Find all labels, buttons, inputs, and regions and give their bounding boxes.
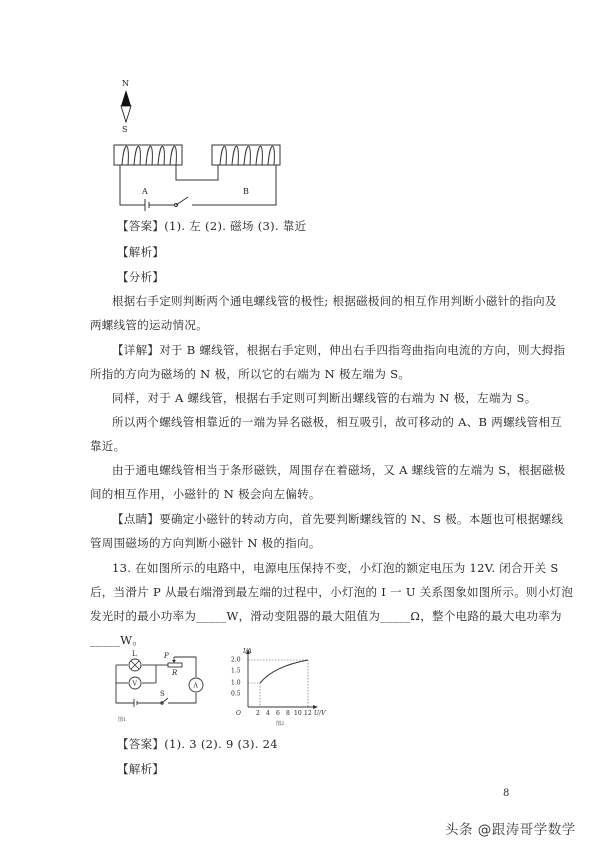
iu-curve	[260, 660, 308, 683]
paragraph-text: 对于 B 螺线管，根据右手定则，伸出右手四指弯曲指向电流的方向，则大拇指	[159, 343, 566, 357]
watermark: 头条 @跟涛哥学数学	[445, 822, 576, 838]
svg-text:0.5: 0.5	[231, 690, 241, 698]
question-13-line: 发光时的最小功率为_____W，滑动变阻器的最大阻值为_____Ω，整个电路的最大电功率为	[90, 609, 562, 623]
svg-text:I/A: I/A	[243, 648, 252, 655]
svg-text:L: L	[132, 650, 137, 658]
solenoid-a-label: A	[142, 187, 148, 196]
solenoid-circuit-figure	[108, 70, 288, 220]
paragraph-line: 由于通电螺线管相当于条形磁铁，周围存在着磁场，又 A 螺线管的左端为 S，根据磁极	[112, 463, 566, 477]
q13-analysis-heading: 【解析】	[117, 762, 165, 776]
q13-answer	[117, 737, 278, 751]
question-13-line: _____W。	[90, 633, 145, 647]
tip-tag: 【点睛】	[112, 512, 160, 526]
question-13-line: 13. 在如图所示的电路中，电源电压保持不变，小灯泡的额定电压为 12V. 闭合开关 S	[112, 561, 559, 575]
paragraph-line: 两螺线管的运动情况。	[90, 318, 208, 332]
page-number: 8	[503, 788, 510, 799]
lamp-circuit-figure	[112, 645, 222, 725]
answer-tag: 【答案】	[117, 737, 165, 751]
iu-graph-figure	[228, 645, 333, 730]
figure-caption: 图2	[276, 721, 285, 727]
svg-text:12: 12	[304, 710, 312, 717]
svg-text:O: O	[236, 710, 241, 717]
svg-text:10: 10	[294, 710, 302, 717]
q12-fenxi-heading: 【分析】	[117, 270, 165, 284]
svg-text:V: V	[132, 680, 137, 688]
svg-text:P: P	[164, 652, 169, 660]
paragraph-line: 所指的方向为磁场的 N 极，所以它的右端为 N 极左端为 S。	[90, 367, 411, 381]
tip-paragraph	[112, 512, 563, 526]
detail-tag: 【详解】	[112, 343, 160, 357]
compass-n-label: N	[122, 79, 129, 88]
answer-text: (1). 3 (2). 9 (3). 24	[164, 737, 278, 751]
svg-text:A: A	[193, 682, 198, 690]
svg-text:8: 8	[286, 710, 290, 717]
detail-paragraph	[112, 343, 565, 357]
paragraph-line: 靠近。	[90, 439, 126, 453]
question-13-line: 后，当滑片 P 从最右端滑到最左端的过程中，小灯泡的 I 一 U 关系图象如图所示。则小灯泡	[90, 585, 574, 599]
paragraph-line: 同样，对于 A 螺线管，根据右手定则可判断出螺线管的右端为 N 极，左端为 S。	[112, 391, 537, 405]
answer-tag: 【答案】	[117, 219, 165, 233]
paragraph-line: 根据右手定则判断两个通电螺线管的极性; 根据磁极间的相互作用判断小磁针的指向及	[112, 294, 557, 308]
solenoid-b-label: B	[243, 187, 249, 196]
compass-s-label: S	[122, 125, 128, 134]
compass-needle-icon	[121, 90, 131, 122]
q12-answer	[117, 219, 306, 233]
q12-analysis-heading: 【解析】	[117, 245, 165, 259]
answer-text: (1). 左 (2). 磁场 (3). 靠近	[164, 219, 307, 233]
svg-text:1.5: 1.5	[231, 667, 241, 675]
paragraph-line: 所以两个螺线管相靠近的一端为异名磁极，相互吸引，故可移动的 A、B 两螺线管相互	[112, 415, 563, 429]
svg-text:U/V: U/V	[314, 710, 326, 717]
svg-text:1.0: 1.0	[231, 679, 241, 687]
svg-text:6: 6	[276, 710, 280, 717]
paragraph-line: 间的相互作用，小磁针的 N 极会向左偏转。	[90, 487, 321, 501]
svg-text:2.0: 2.0	[231, 656, 241, 664]
paragraph-line: 管周围磁场的方向判断小磁针 N 极的指向。	[90, 536, 321, 550]
svg-text:R: R	[172, 669, 178, 677]
svg-text:S: S	[160, 690, 165, 698]
figure-caption: 图1	[118, 717, 127, 723]
svg-text:4: 4	[266, 710, 270, 717]
svg-text:2: 2	[256, 710, 260, 717]
paragraph-text: 要确定小磁针的转动方向，首先要判断螺线管的 N、S 极。本题也可根据螺线	[159, 512, 564, 526]
